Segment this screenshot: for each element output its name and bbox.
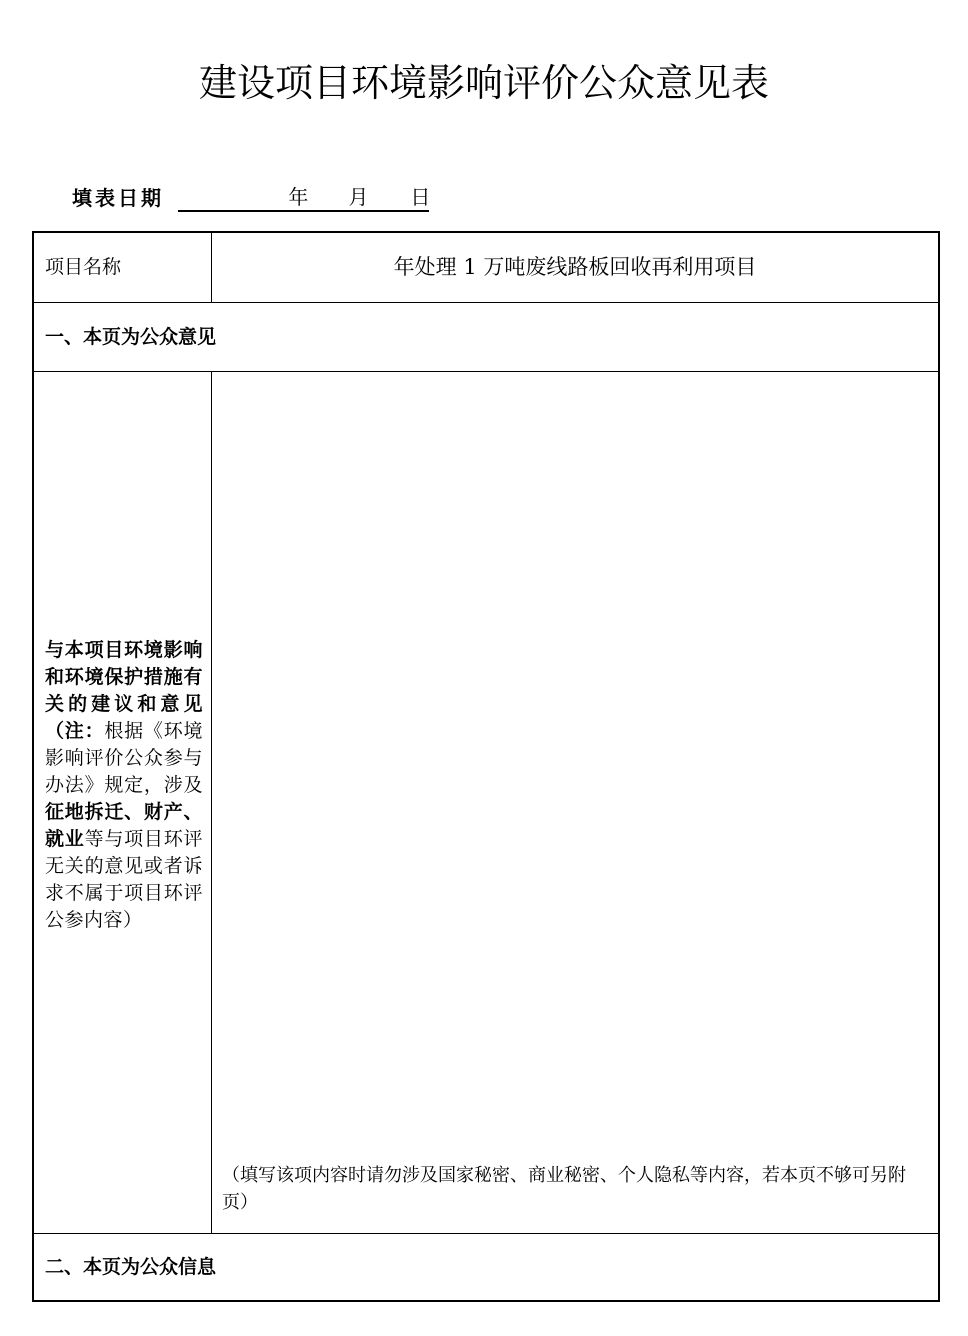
fill-date-label: 填表日期 bbox=[72, 186, 164, 210]
form-title: 建设项目环境影响评价公众意见表 bbox=[198, 61, 769, 105]
project-name-value-cell bbox=[212, 233, 938, 302]
project-name-label: 项目名称 bbox=[45, 256, 122, 278]
opinion-label-part3: 征地拆迁、财产、就业 bbox=[45, 801, 203, 850]
opinion-label-part4: 等与项目环评无关的意见或者诉求不属于项目环评公参内容） bbox=[45, 828, 203, 931]
opinion-notice: （填写该项内容时请勿涉及国家秘密、商业秘密、个人隐私等内容，若本页不够可另附页） bbox=[222, 1165, 906, 1213]
date-year-unit: 年 bbox=[288, 185, 309, 209]
project-name-value: 年处理 1 万吨废线路板回收再利用项目 bbox=[393, 255, 757, 279]
opinion-label-part2: 根据《环境影响评价公众参与办法》规定，涉及 bbox=[45, 720, 203, 796]
date-day-unit: 日 bbox=[410, 185, 431, 209]
opinion-writing-area[interactable] bbox=[212, 372, 938, 1152]
opinion-input-cell bbox=[212, 372, 938, 1233]
date-month-unit: 月 bbox=[348, 185, 369, 209]
opinion-label-cell bbox=[34, 372, 212, 1233]
fill-date-field[interactable] bbox=[178, 182, 429, 212]
section-two-heading: 二、本页为公众信息 bbox=[45, 1256, 217, 1278]
opinion-label-part1: 与本项目环境影响和环境保护措施有关的建议和意见（注： bbox=[45, 639, 203, 742]
opinion-form-table bbox=[32, 231, 940, 1302]
section-one-row bbox=[34, 302, 938, 371]
section-two-row bbox=[34, 1233, 938, 1300]
opinion-row bbox=[34, 371, 938, 1233]
project-name-row bbox=[34, 233, 938, 302]
section-one-heading: 一、本页为公众意见 bbox=[45, 326, 217, 348]
project-name-label-cell bbox=[34, 233, 212, 302]
fill-date-row bbox=[72, 182, 429, 214]
opinion-label bbox=[45, 637, 203, 934]
